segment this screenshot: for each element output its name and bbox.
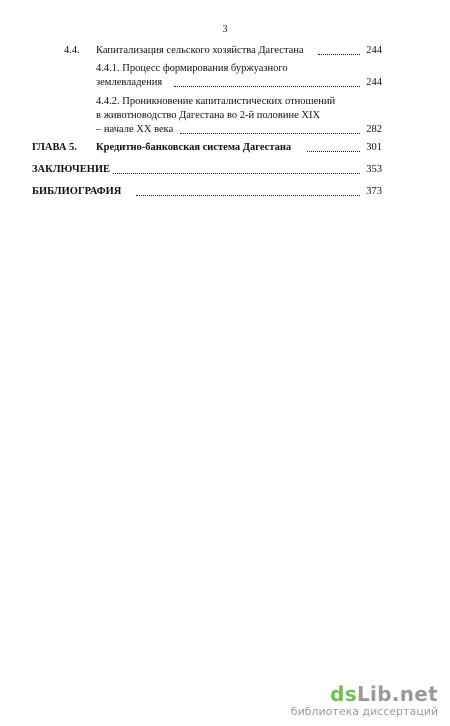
toc-entry-page: 244 bbox=[366, 77, 382, 88]
page-number: 3 bbox=[222, 24, 228, 35]
toc-entry-title-line: 4.4.2. Проникновение капиталистических отношений bbox=[96, 96, 336, 107]
toc-leader-dots bbox=[318, 54, 360, 55]
toc-leader-dots bbox=[174, 86, 360, 87]
toc-entry-page: 301 bbox=[366, 142, 382, 153]
toc-leader-dots bbox=[136, 195, 360, 196]
toc-entry-page: 353 bbox=[366, 164, 382, 175]
toc-entry-page: 244 bbox=[366, 45, 382, 56]
toc-entry-title-line: в животноводство Дагестана во 2-й половине XIX bbox=[96, 110, 321, 121]
toc-entry-title-line: – начале XX века bbox=[96, 124, 174, 135]
toc-entry-title: ЗАКЛЮЧЕНИЕ bbox=[32, 164, 111, 175]
dslib-logo: dsLib.net bbox=[330, 682, 438, 706]
toc-entry-title: Кредитно-банковская система Дагестана bbox=[96, 142, 292, 153]
dslib-subtitle: библиотека диссертаций bbox=[290, 705, 438, 718]
toc-entry-title-line: землевладения bbox=[96, 77, 163, 88]
toc-entry-title-line: 4.4.1. Процесс формирования буржуазного bbox=[96, 63, 288, 74]
toc-entry-title: Капитализация сельского хозяйства Дагестана bbox=[96, 45, 304, 56]
toc-entry-title: БИБЛИОГРАФИЯ bbox=[32, 186, 122, 197]
toc-leader-dots bbox=[180, 133, 360, 134]
toc-leader-dots bbox=[307, 151, 360, 152]
toc-entry-page: 373 bbox=[366, 186, 382, 197]
dslib-watermark bbox=[291, 683, 438, 718]
toc-leader-dots bbox=[113, 173, 360, 174]
toc-entry-number: ГЛАВА 5. bbox=[32, 142, 77, 153]
toc-entry-number: 4.4. bbox=[64, 45, 80, 56]
toc-entry-page: 282 bbox=[366, 124, 382, 135]
